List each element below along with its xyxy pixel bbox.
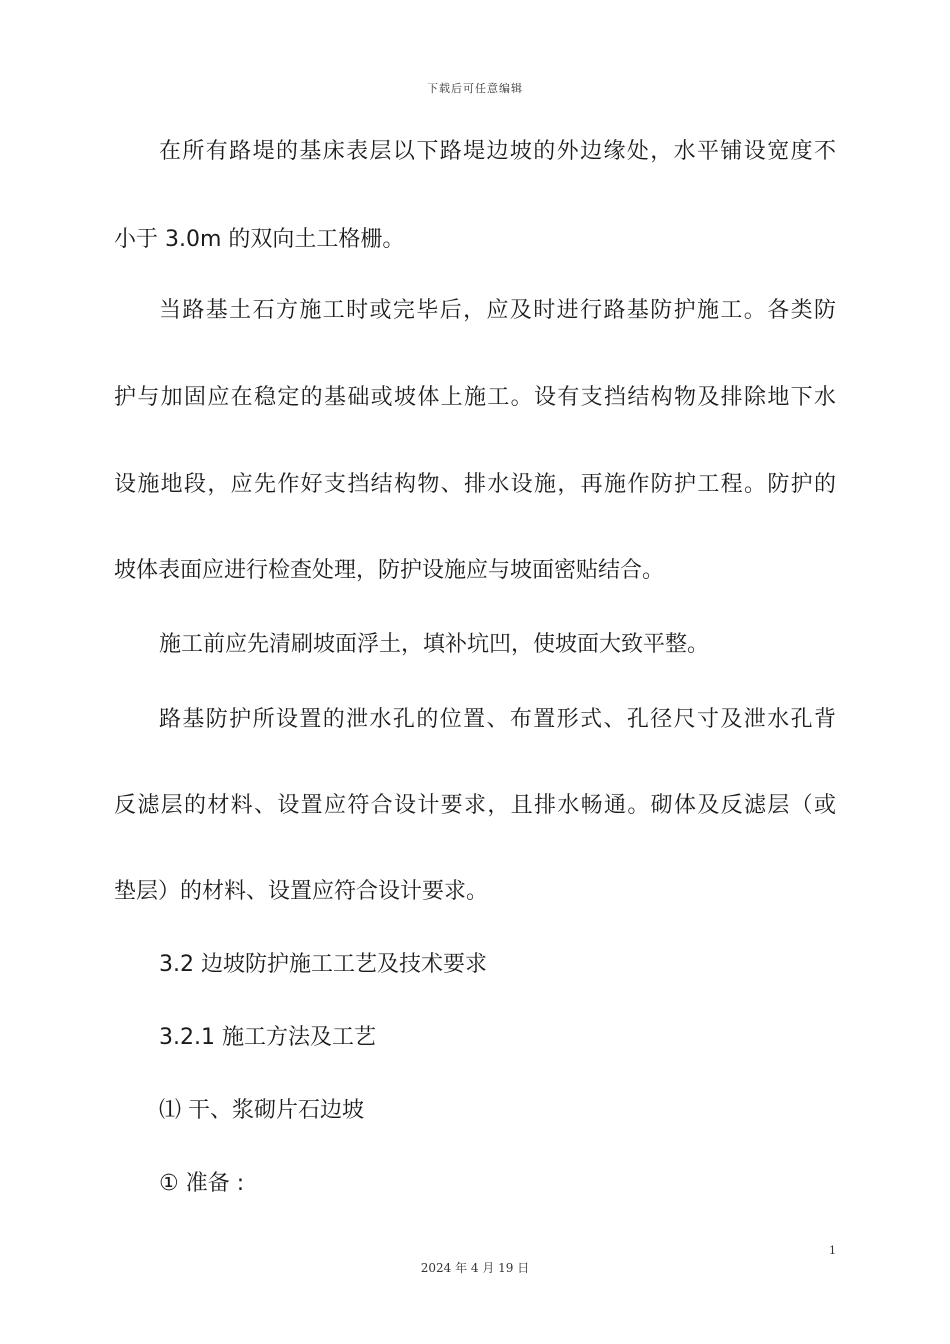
paragraph-line: 施工前应先清刷坡面浮土，填补坑凹，使坡面大致平整。 xyxy=(159,632,710,657)
section-heading: 3.2 边坡防护施工工艺及技术要求 xyxy=(159,952,487,977)
paragraph-line: 坡体表面应进行检查处理，防护设施应与坡面密贴结合。 xyxy=(114,558,665,583)
paragraph-line: 小于 3.0m 的双向土工格栅。 xyxy=(114,227,405,252)
list-subitem: ① 准备 : xyxy=(159,1171,245,1196)
paragraph-line: 反滤层的材料、设置应符合设计要求，且排水畅通。砌体及反滤层（或 xyxy=(114,793,836,818)
subsection-heading: 3.2.1 施工方法及工艺 xyxy=(159,1025,376,1050)
paragraph-line: 在所有路堤的基床表层以下路堤边坡的外边缘处，水平铺设宽度不 xyxy=(159,139,836,164)
paragraph-line: 垫层）的材料、设置应符合设计要求。 xyxy=(114,879,489,904)
paragraph-line: 设施地段，应先作好支挡结构物、排水设施，再施作防护工程。防护的 xyxy=(114,472,836,497)
page-number: 1 xyxy=(829,1244,836,1257)
list-item-heading: ⑴ 干、浆砌片石边坡 xyxy=(159,1098,364,1123)
paragraph-line: 当路基土石方施工时或完毕后，应及时进行路基防护施工。各类防 xyxy=(159,298,836,323)
paragraph-line: 路基防护所设置的泄水孔的位置、布置形式、孔径尺寸及泄水孔背 xyxy=(159,707,836,732)
page-footer-date: 2024 年 4 月 19 日 xyxy=(420,1261,530,1275)
page-header: 下载后可任意编辑 xyxy=(427,82,523,95)
paragraph-line: 护与加固应在稳定的基础或坡体上施工。设有支挡结构物及排除地下水 xyxy=(114,385,836,410)
